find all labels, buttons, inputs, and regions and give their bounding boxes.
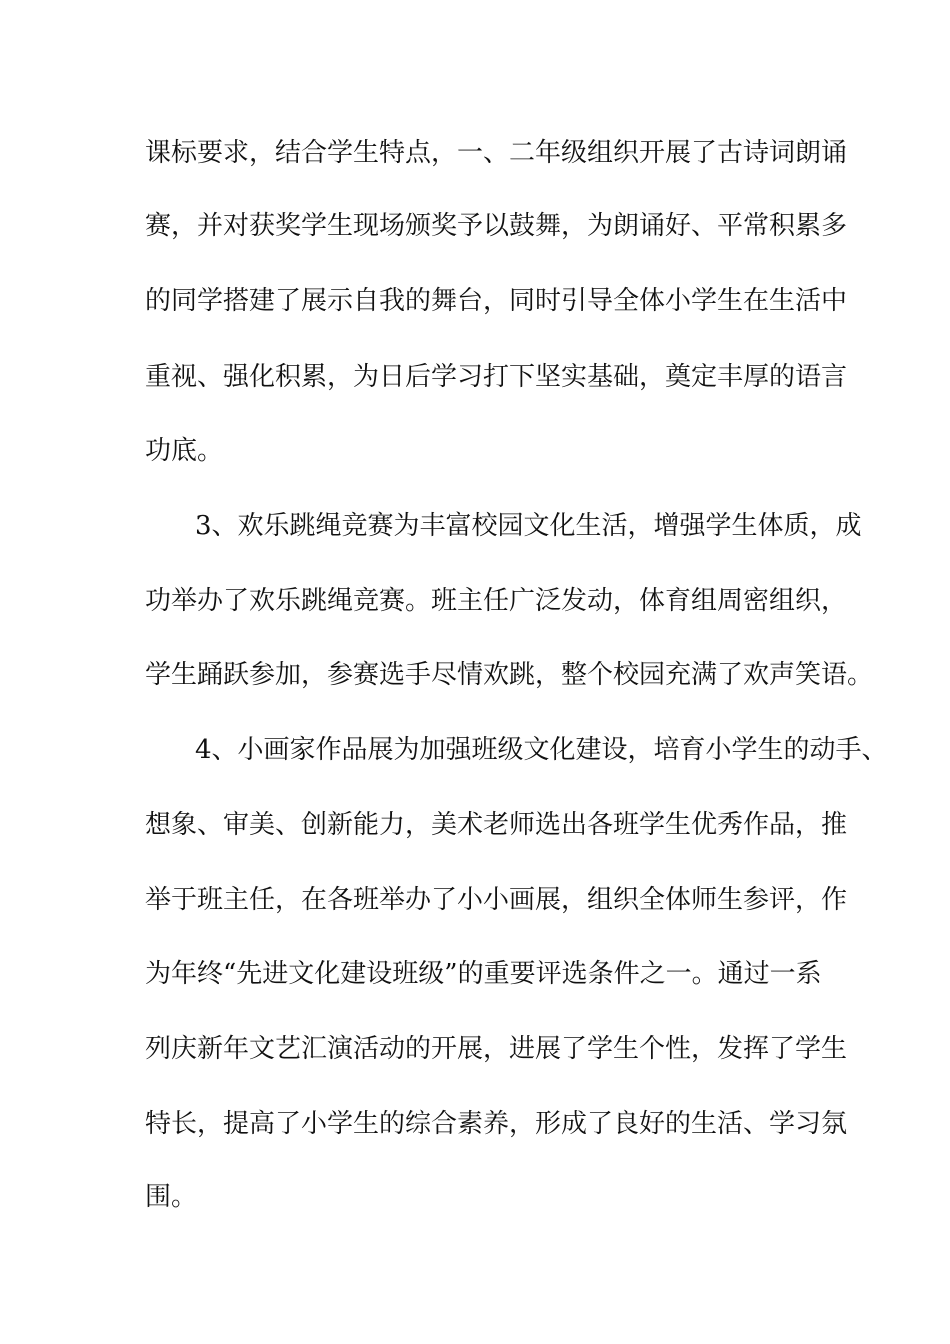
text-line: 列庆新年文艺汇演活动的开展，进展了学生个性，发挥了学生 (145, 1034, 848, 1064)
text-line: 为年终“先进文化建设班级”的重要评选条件之一。通过一系 (145, 959, 822, 989)
text-line: 学生踊跃参加，参赛选手尽情欢跳，整个校园充满了欢声笑语。 (145, 660, 874, 690)
text-line: 功底。 (145, 436, 224, 466)
text-line: 想象、审美、创新能力，美术老师选出各班学生优秀作品，推 (145, 810, 848, 840)
text-line: 的同学搭建了展示自我的舞台，同时引导全体小学生在生活中 (145, 286, 848, 316)
text-line: 特长，提高了小学生的综合素养，形成了良好的生活、学习氛 (145, 1109, 848, 1139)
text-line: 重视、强化积累，为日后学习打下坚实基础，奠定丰厚的语言 (145, 362, 848, 392)
text-line: 功举办了欢乐跳绳竞赛。班主任广泛发动，体育组周密组织， (145, 586, 848, 616)
text-line: 举于班主任，在各班举办了小小画展，组织全体师生参评，作 (145, 885, 848, 915)
text-line: 围。 (145, 1182, 198, 1212)
paragraph-4-first-line: 4、小画家作品展为加强班级文化建设，培育小学生的动手、 (195, 735, 888, 765)
paragraph-3-first-line: 3、欢乐跳绳竞赛为丰富校园文化生活，增强学生体质，成 (195, 511, 862, 541)
text-line: 赛，并对获奖学生现场颁奖予以鼓舞，为朗诵好、平常积累多 (145, 211, 848, 241)
text-line: 课标要求，结合学生特点，一、二年级组织开展了古诗词朗诵 (145, 138, 848, 168)
